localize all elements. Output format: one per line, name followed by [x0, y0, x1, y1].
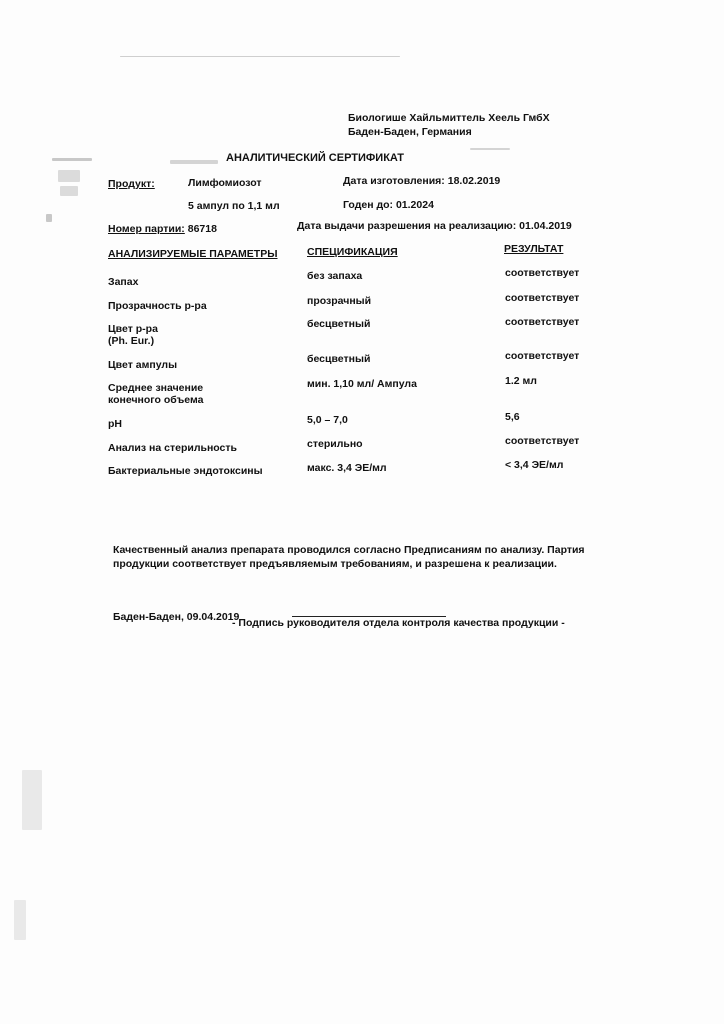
- issuer-name: Биологише Хайльмиттель Хеель ГмбХ: [348, 112, 550, 124]
- spec-ampoule-color: бесцветный: [307, 353, 371, 365]
- result-average-volume: 1.2 мл: [505, 375, 537, 387]
- result-odor: соответствует: [505, 267, 580, 279]
- spec-average-volume: мин. 1,10 мл/ Ампула: [307, 378, 417, 390]
- issuer-city: Баден-Баден, Германия: [348, 126, 472, 138]
- certificate-title: АНАЛИТИЧЕСКИЙ СЕРТИФИКАТ: [226, 152, 405, 164]
- manufacture-date: Дата изготовления: 18.02.2019: [343, 175, 501, 187]
- header-parameters: АНАЛИЗИРУЕМЫЕ ПАРАМЕТРЫ: [108, 248, 278, 260]
- result-ampoule-color: соответствует: [505, 350, 580, 362]
- result-sterility: соответствует: [505, 435, 580, 447]
- header-result: РЕЗУЛЬТАТ: [504, 243, 564, 255]
- signature-caption: - Подпись руководителя отдела контроля качества продукции -: [232, 617, 565, 629]
- result-ph: 5,6: [505, 411, 520, 423]
- signature-place-date: Баден-Баден, 09.04.2019: [113, 611, 240, 623]
- product-label: Продукт:: [108, 178, 155, 190]
- param-solution-color: Цвет р-ра: [108, 323, 158, 335]
- spec-clarity: прозрачный: [307, 295, 372, 307]
- batch-number: [108, 223, 217, 235]
- param-sterility: Анализ на стерильность: [108, 442, 237, 454]
- conclusion-line-1: Качественный анализ препарата проводился согласно Предписаниям по анализу. Партия: [113, 544, 585, 556]
- param-solution-color-ref: (Ph. Eur.): [108, 335, 155, 347]
- product-name: Лимфомиозот: [188, 177, 262, 189]
- param-ph: pH: [108, 418, 122, 430]
- spec-solution-color: бесцветный: [307, 318, 371, 330]
- spec-odor: без запаха: [307, 270, 363, 282]
- product-packaging: 5 ампул по 1,1 мл: [188, 200, 280, 212]
- param-average-volume: Среднее значение: [108, 382, 204, 394]
- result-clarity: соответствует: [505, 292, 580, 304]
- result-endotoxins: < 3,4 ЭЕ/мл: [505, 459, 564, 471]
- param-clarity: Прозрачность р-ра: [108, 300, 207, 312]
- param-ampoule-color: Цвет ампулы: [108, 359, 178, 371]
- param-endotoxins: Бактериальные эндотоксины: [108, 465, 263, 477]
- result-solution-color: соответствует: [505, 316, 580, 328]
- header-specification: СПЕЦИФИКАЦИЯ: [307, 246, 398, 258]
- release-approval-date: Дата выдачи разрешения на реализацию: 01.04.2019: [297, 220, 572, 232]
- batch-label: Номер партии:: [108, 223, 185, 235]
- batch-value: 86718: [187, 223, 217, 235]
- param-odor: Запах: [108, 276, 139, 288]
- spec-endotoxins: макс. 3,4 ЭЕ/мл: [307, 462, 387, 474]
- conclusion-line-2: продукции соответствует предъявляемым требованиям, и разрешена к реализации.: [113, 558, 557, 570]
- expiry-date: Годен до: 01.2024: [343, 199, 434, 211]
- param-average-volume-2: конечного объема: [108, 394, 204, 406]
- spec-sterility: стерильно: [307, 438, 363, 450]
- spec-ph: 5,0 – 7,0: [307, 414, 348, 426]
